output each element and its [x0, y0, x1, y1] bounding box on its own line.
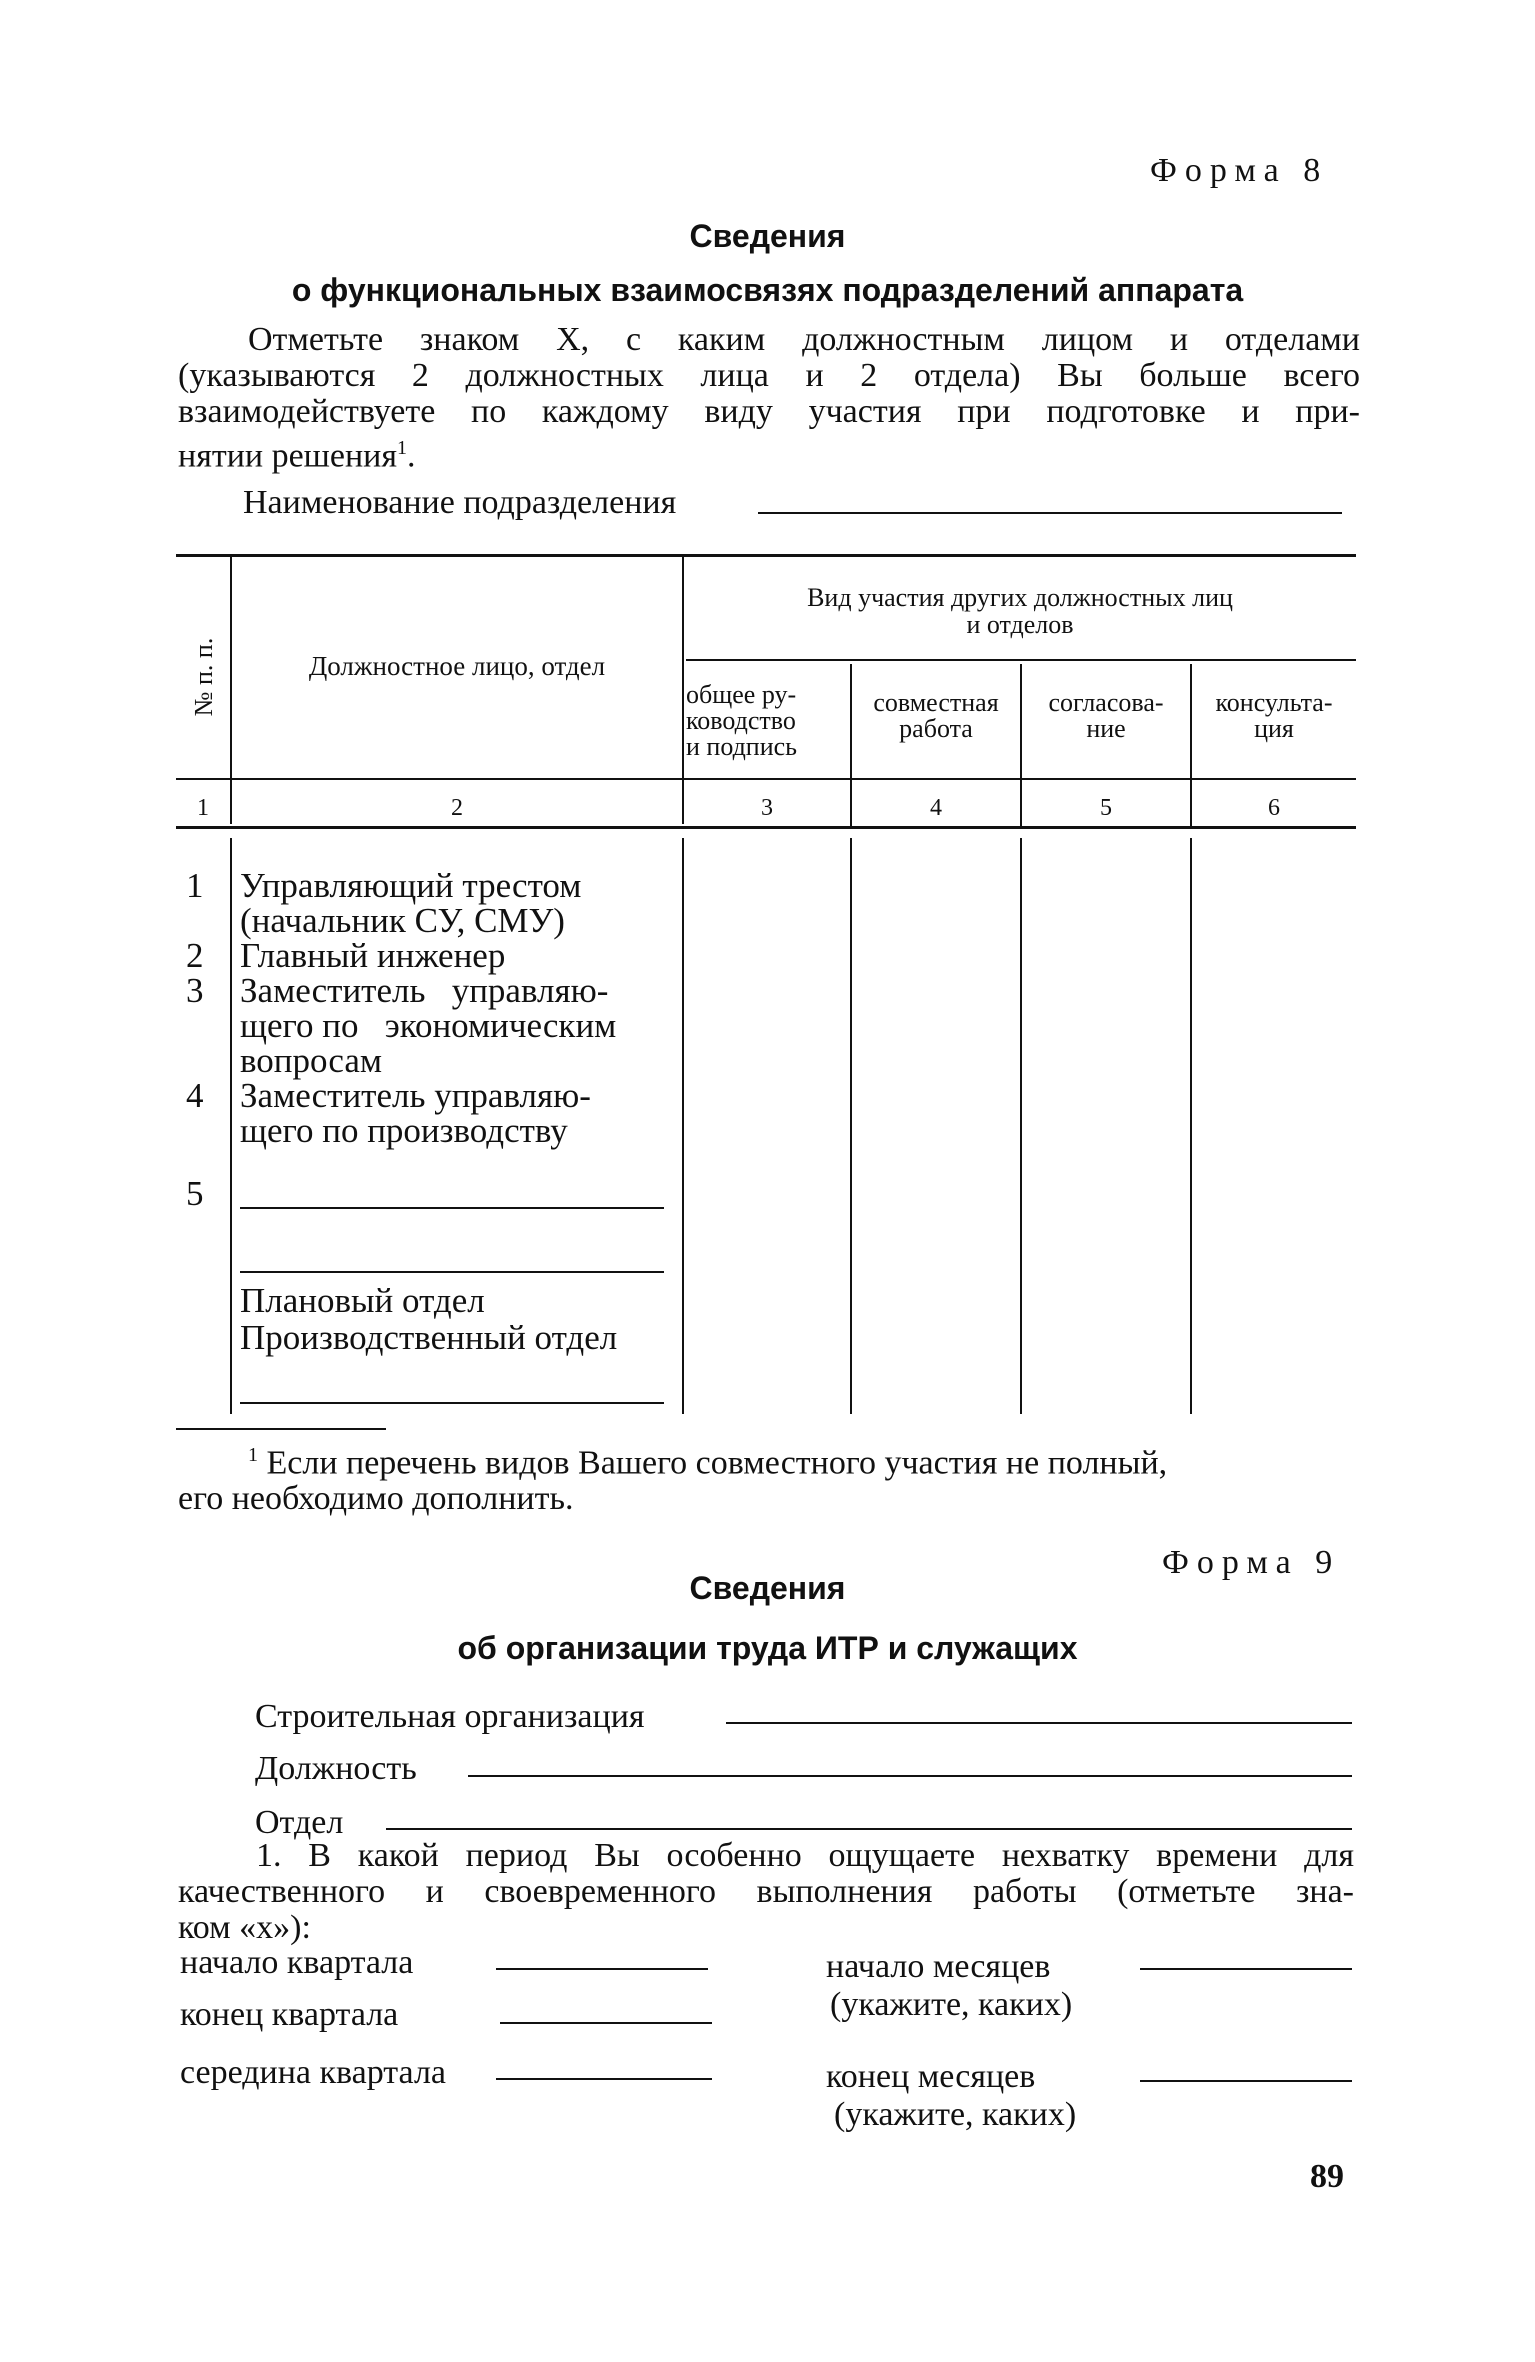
subheader-consult-l1: консульта-: [1215, 688, 1333, 717]
subheader-general-l1: общее ру-: [686, 680, 797, 709]
row-1-line-1: Управляющий трестом: [240, 866, 582, 905]
col-num-header-text: № п. п.: [189, 637, 218, 717]
body-divider-2: [682, 838, 684, 1414]
row-4-line-2: щего по производству: [240, 1111, 568, 1150]
option-quarter-end: конец квартала: [180, 1996, 399, 2033]
footnote: [248, 1444, 1167, 1482]
option-quarter-middle-line[interactable]: [496, 2078, 712, 2080]
option-month-start-line[interactable]: [1140, 1968, 1352, 1970]
row-num-1: 1: [186, 866, 204, 905]
footnote-line-2: его необходимо дополнить.: [178, 1480, 574, 1517]
option-quarter-start-line[interactable]: [496, 1968, 708, 1970]
col-person-header: Должностное лицо, отдел: [308, 651, 606, 681]
colnum-6: 6: [1268, 795, 1280, 821]
question-1-line-2: качественного и своевременного выполнения работы (отметьте зна-: [178, 1873, 1354, 1910]
option-quarter-middle: середина квартала: [180, 2054, 447, 2091]
form8-label: Форма 8: [1150, 152, 1329, 189]
option-quarter-start: начало квартала: [180, 1944, 414, 1981]
option-month-start: начало месяцев: [826, 1948, 1051, 1985]
field-organization-label: Строительная организация: [255, 1698, 645, 1735]
row-3-line-3: вопросам: [240, 1041, 383, 1080]
blank-line-dept[interactable]: [240, 1402, 664, 1404]
row-1-line-2: (начальник СУ, СМУ): [240, 901, 565, 940]
subheader-approval-l2: ние: [1086, 714, 1126, 743]
col-num-header: [176, 612, 232, 742]
instructions-line-1: Отметьте знаком X, с каким должностным лицом и отделами: [248, 321, 1360, 358]
question-1: [178, 1838, 1354, 1946]
colnum-1: 1: [197, 795, 209, 821]
row-num-4: 4: [186, 1076, 204, 1115]
colnum-4: 4: [930, 795, 942, 821]
table-header-rule: [176, 778, 1356, 780]
field-position-label: Должность: [255, 1750, 417, 1787]
row-2-line-1: Главный инженер: [240, 936, 506, 975]
option-month-start-note: (укажите, каких): [830, 1986, 1073, 2023]
dept-label: Наименование подразделения: [243, 484, 677, 521]
option-month-end-note: (укажите, каких): [834, 2096, 1077, 2133]
subheader-joint-l1: совместная: [873, 688, 999, 717]
colnum-5: 5: [1100, 795, 1112, 821]
body-divider-1: [230, 838, 232, 1414]
row-4-line-1: Заместитель управляю-: [240, 1076, 591, 1115]
field-position-line[interactable]: [468, 1775, 1352, 1777]
instructions-line-3: взаимодействуете по каждому виду участия при подготовке и при-: [178, 393, 1360, 430]
instructions-footnote-mark: 1: [396, 437, 407, 459]
colnum-3: 3: [761, 795, 773, 821]
row-3-line-2: щего по экономическим: [240, 1006, 617, 1045]
field-dept-label: Отдел: [255, 1804, 344, 1841]
footnote-mark: 1: [248, 1444, 258, 1466]
form8-subtitle: о функциональных взаимосвязях подразделений аппарата: [291, 272, 1244, 308]
dept-blank-line[interactable]: [758, 512, 1342, 514]
subheader-general: [684, 682, 852, 760]
subheader-general-l3: и подпись: [686, 732, 798, 761]
body-divider-5: [1190, 838, 1192, 1414]
subheader-general-l2: ководство: [686, 706, 796, 735]
subheader-joint-l2: работа: [899, 714, 973, 743]
instructions-line-4: нятии решения$^1$.: [178, 437, 416, 475]
table-colnum-rule: [176, 826, 1356, 829]
question-1-line-1: 1. В какой период Вы особенно ощущаете нехватку времени для: [256, 1837, 1354, 1874]
participation-header-rule: [686, 659, 1356, 661]
option-quarter-end-line[interactable]: [500, 2022, 712, 2024]
form9-label: Форма 9: [1162, 1544, 1341, 1581]
footnote-rule: [176, 1428, 386, 1430]
row-num-3: 3: [186, 971, 204, 1010]
option-month-end-line[interactable]: [1140, 2080, 1352, 2082]
field-organization-line[interactable]: [726, 1722, 1352, 1724]
body-divider-4: [1020, 838, 1022, 1414]
form9-title: Сведения: [689, 1570, 846, 1606]
row-num-2: 2: [186, 936, 204, 975]
subheader-consult: [1192, 690, 1356, 742]
blank-line-row-5[interactable]: [240, 1207, 664, 1209]
dept-planning: Плановый отдел: [240, 1281, 485, 1320]
participation-header-1: Вид участия других должностных лиц: [807, 583, 1233, 612]
subheader-consult-l2: ция: [1254, 714, 1294, 743]
page-number: 89: [1310, 2158, 1344, 2195]
instructions-line-2: (указываются 2 должностных лица и 2 отдела) Вы больше всего: [178, 357, 1360, 394]
form8-instructions: [178, 322, 1360, 474]
table-top-rule: [176, 554, 1356, 557]
subheader-joint: [852, 690, 1020, 742]
dept-production: Производственный отдел: [240, 1318, 618, 1357]
instructions-line-4-text: нятии решения: [178, 437, 397, 475]
subheader-approval-l1: согласова-: [1048, 688, 1164, 717]
row-num-5: 5: [186, 1174, 204, 1213]
body-divider-3: [850, 838, 852, 1414]
question-1-line-3: ком «х»):: [178, 1909, 311, 1946]
form9-subtitle: об организации труда ИТР и служащих: [457, 1630, 1078, 1666]
field-dept-line[interactable]: [386, 1828, 1352, 1830]
option-month-end: конец месяцев: [826, 2058, 1036, 2095]
colnum-2: 2: [451, 795, 463, 821]
participation-header-2: и отделов: [966, 610, 1074, 639]
row-3-line-1: Заместитель управляю-: [240, 971, 609, 1010]
subheader-approval: [1022, 690, 1190, 742]
blank-line-extra[interactable]: [240, 1271, 664, 1273]
footnote-line-1: Если перечень видов Вашего совместного участия не полный,: [266, 1444, 1168, 1482]
form8-title: Сведения: [689, 218, 846, 254]
